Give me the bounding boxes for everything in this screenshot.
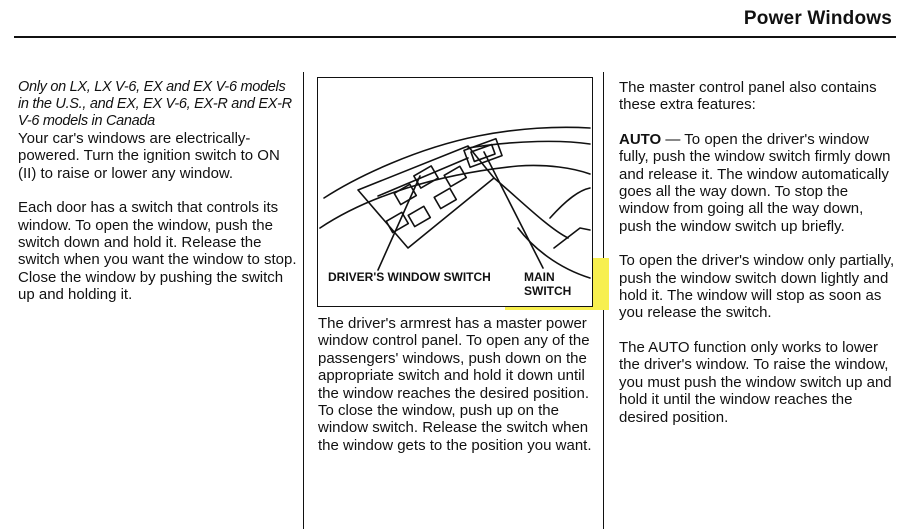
column-divider-left bbox=[303, 72, 304, 529]
auto-term: AUTO bbox=[619, 130, 662, 148]
auto-description: — To open the driver's window fully, push the window switch firmly down and release it. The window automatically goes all the way down. To stop the window from going all the way down, push the window switch up briefly. bbox=[619, 130, 891, 235]
middle-column bbox=[318, 315, 598, 454]
door-switch-paragraph: Each door has a switch that controls its window. To open the window, push the switch down and hold it. Release the switch when you want the window to stop. Close the window by pushing the switch up and holding it. bbox=[18, 199, 297, 304]
auto-paragraph bbox=[619, 131, 895, 235]
availability-note: Only on LX, LX V-6, EX and EX V-6 models in the U.S., and EX, EX V-6, EX-R and EX-R V-6 models in Canada bbox=[18, 79, 292, 129]
right-column bbox=[619, 79, 895, 426]
page-title: Power Windows bbox=[743, 8, 892, 29]
master-panel-paragraph: The driver's armrest has a master power window control panel. To open any of the passengers' windows, push down on the appropriate switch and hold it down until the window reaches the desired position. To close the window, push up on the window switch. Release the switch when the window gets to the position you want. bbox=[318, 315, 592, 454]
driver-window-switch-label: DRIVER'S WINDOW SWITCH bbox=[328, 270, 491, 284]
auto-limitation-paragraph: The AUTO function only works to lower the driver's window. To raise the window, you must push the window switch up and hold it until the window reaches the desired position. bbox=[619, 338, 892, 426]
title-rule bbox=[14, 36, 896, 38]
left-column bbox=[18, 79, 298, 304]
intro-paragraph: Your car's windows are electrically-powered. Turn the ignition switch to ON (II) to raise or lower any window. bbox=[18, 130, 280, 182]
extra-features-paragraph: The master control panel also contains these extra features: bbox=[619, 79, 877, 114]
partial-open-paragraph: To open the driver's window only partially, push the window switch down lightly and hold it. The window will stop as soon as you release the switch. bbox=[619, 252, 895, 322]
main-switch-label: MAIN SWITCH bbox=[524, 270, 572, 298]
